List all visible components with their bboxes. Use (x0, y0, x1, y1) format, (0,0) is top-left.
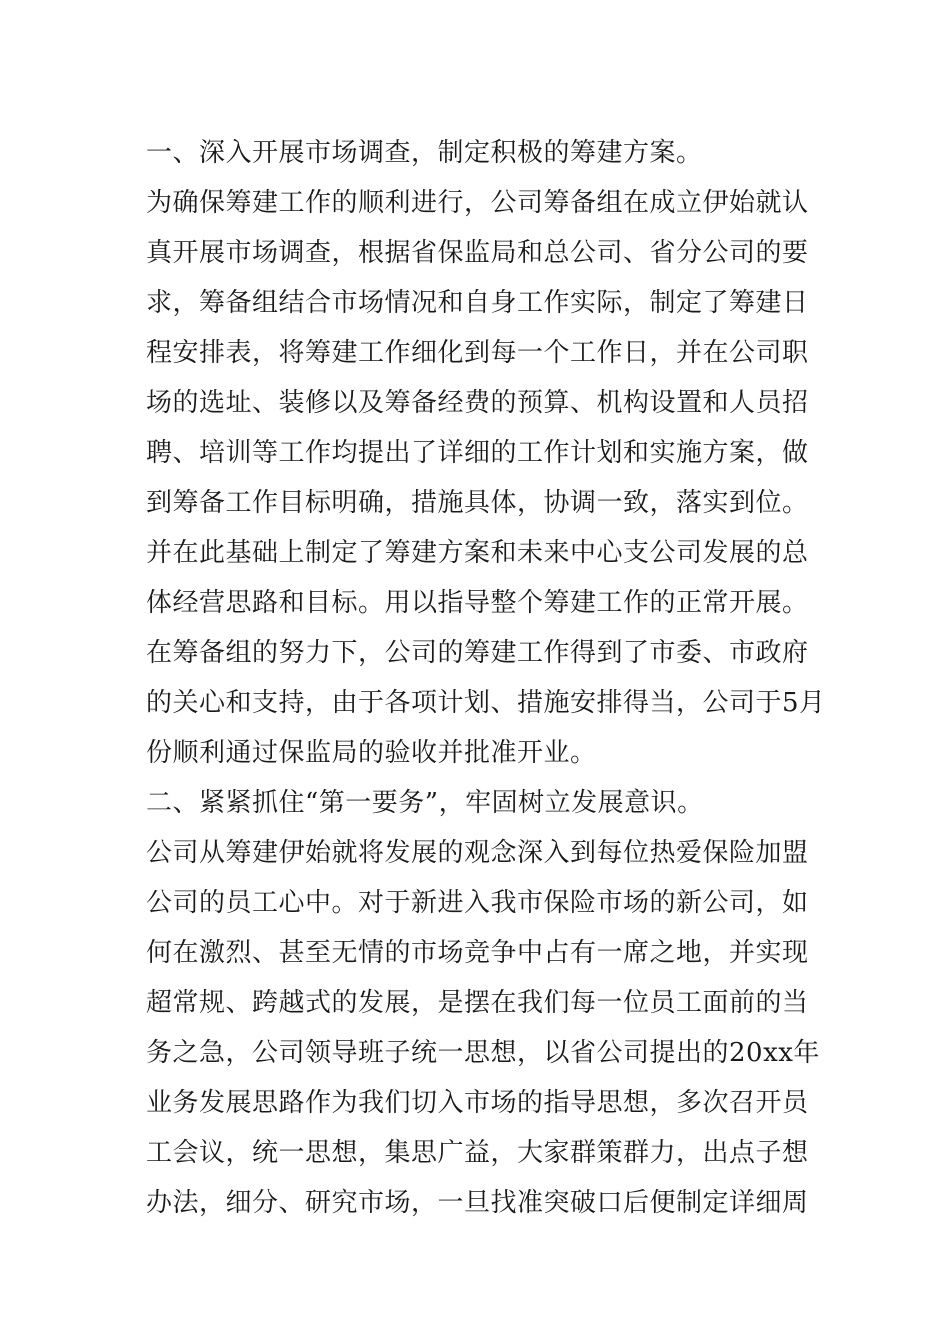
heading-section-2: 二、紧紧抓住“第一要务”，牢固树立发展意识。 (146, 788, 704, 818)
paragraph-line: 的关心和支持，由于各项计划、措施安排得当，公司于5月 (146, 688, 826, 718)
paragraph-line: 办法，细分、研究市场，一旦找准突破口后便制定详细周 (146, 1188, 809, 1218)
paragraph-line: 公司从筹建伊始就将发展的观念深入到每位热爱保险加盟 (146, 838, 809, 868)
paragraph-line: 公司的员工心中。对于新进入我市保险市场的新公司，如 (146, 888, 809, 918)
paragraph-line: 为确保筹建工作的顺利进行，公司筹备组在成立伊始就认 (146, 188, 809, 218)
paragraph-line: 程安排表，将筹建工作细化到每一个工作日，并在公司职 (146, 338, 809, 368)
paragraph-line: 工会议，统一思想，集思广益，大家群策群力，出点子想 (146, 1138, 809, 1168)
paragraph-line: 场的选址、装修以及筹备经费的预算、机构设置和人员招 (146, 388, 809, 418)
paragraph-line: 超常规、跨越式的发展，是摆在我们每一位员工面前的当 (146, 988, 809, 1018)
paragraph-line: 聘、培训等工作均提出了详细的工作计划和实施方案，做 (146, 438, 809, 468)
paragraph-line: 到筹备工作目标明确，措施具体，协调一致，落实到位。 (146, 488, 809, 518)
paragraph-line: 何在激烈、甚至无情的市场竞争中占有一席之地，并实现 (146, 938, 809, 968)
paragraph-line: 求，筹备组结合市场情况和自身工作实际，制定了筹建日 (146, 288, 809, 318)
paragraph-line: 体经营思路和目标。用以指导整个筹建工作的正常开展。 (146, 588, 809, 618)
paragraph-line: 并在此基础上制定了筹建方案和未来中心支公司发展的总 (146, 538, 809, 568)
paragraph-line: 务之急，公司领导班子统一思想，以省公司提出的20xx年 (146, 1038, 820, 1068)
paragraph-line: 在筹备组的努力下，公司的筹建工作得到了市委、市政府 (146, 638, 809, 668)
paragraph-line: 业务发展思路作为我们切入市场的指导思想，多次召开员 (146, 1088, 809, 1118)
heading-section-1: 一、深入开展市场调查，制定积极的筹建方案。 (146, 138, 703, 168)
paragraph-line: 份顺利通过保监局的验收并批准开业。 (146, 738, 597, 768)
paragraph-line: 真开展市场调查，根据省保监局和总公司、省分公司的要 (146, 238, 809, 268)
